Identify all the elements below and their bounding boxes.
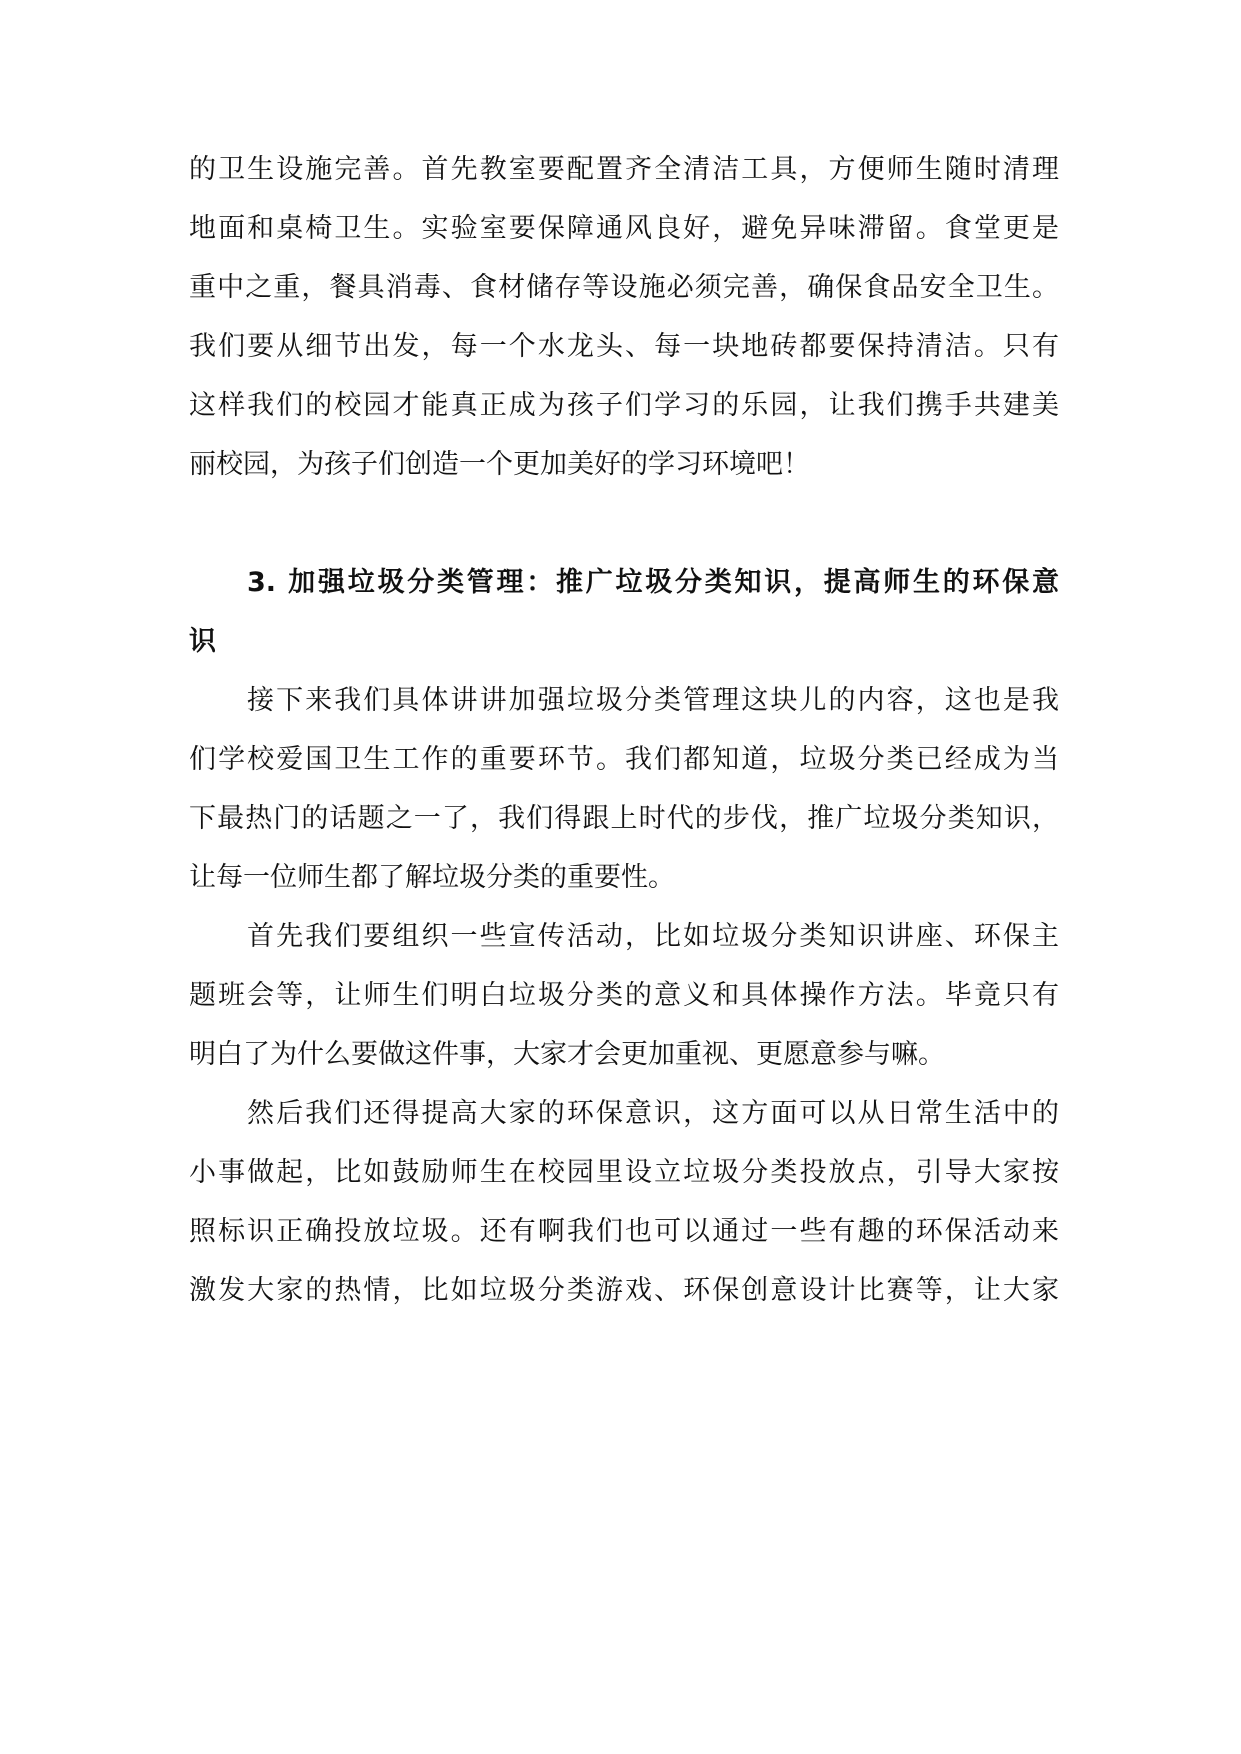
text-line: 这样我们的校园才能真正成为孩子们学习的乐园，让我们携手共建美 [189,390,1059,421]
text-line: 明白了为什么要做这件事，大家才会更加重视、更愿意参与嘛。 [189,1039,945,1070]
paragraph-campaign [189,907,1059,1084]
text-line: 接下来我们具体讲讲加强垃圾分类管理这块儿的内容，这也是我 [247,685,1059,716]
text-line: 让每一位师生都了解垃圾分类的重要性。 [189,862,675,893]
text-line: 地面和桌椅卫生。实验室要保障通风良好，避免异味滞留。食堂更是 [189,213,1059,244]
paragraph-facilities [189,140,1059,494]
paragraph-spacer [189,494,1059,553]
text-line: 小事做起，比如鼓励师生在校园里设立垃圾分类投放点，引导大家按 [189,1157,1059,1188]
document-body [189,140,1059,1320]
text-line: 的卫生设施完善。首先教室要配置齐全清洁工具，方便师生随时清理 [189,154,1059,185]
paragraph-intro [189,671,1059,907]
heading-line: 3. 加强垃圾分类管理：推广垃圾分类知识，提高师生的环保意 [247,567,1059,598]
text-line: 照标识正确投放垃圾。还有啊我们也可以通过一些有趣的环保活动来 [189,1216,1059,1247]
text-line: 然后我们还得提高大家的环保意识，这方面可以从日常生活中的 [247,1098,1059,1129]
text-line: 丽校园，为孩子们创造一个更加美好的学习环境吧！ [189,449,810,480]
section-heading [189,553,1059,671]
heading-line: 识 [189,626,216,657]
paragraph-awareness [189,1084,1059,1320]
text-line: 们学校爱国卫生工作的重要环节。我们都知道，垃圾分类已经成为当 [189,744,1059,775]
text-line: 激发大家的热情，比如垃圾分类游戏、环保创意设计比赛等，让大家 [189,1275,1059,1306]
text-line: 我们要从细节出发，每一个水龙头、每一块地砖都要保持清洁。只有 [189,331,1059,362]
text-line: 题班会等，让师生们明白垃圾分类的意义和具体操作方法。毕竟只有 [189,980,1059,1011]
text-line: 重中之重，餐具消毒、食材储存等设施必须完善，确保食品安全卫生。 [189,272,1059,303]
text-line: 下最热门的话题之一了，我们得跟上时代的步伐，推广垃圾分类知识， [189,803,1059,834]
text-line: 首先我们要组织一些宣传活动，比如垃圾分类知识讲座、环保主 [247,921,1059,952]
